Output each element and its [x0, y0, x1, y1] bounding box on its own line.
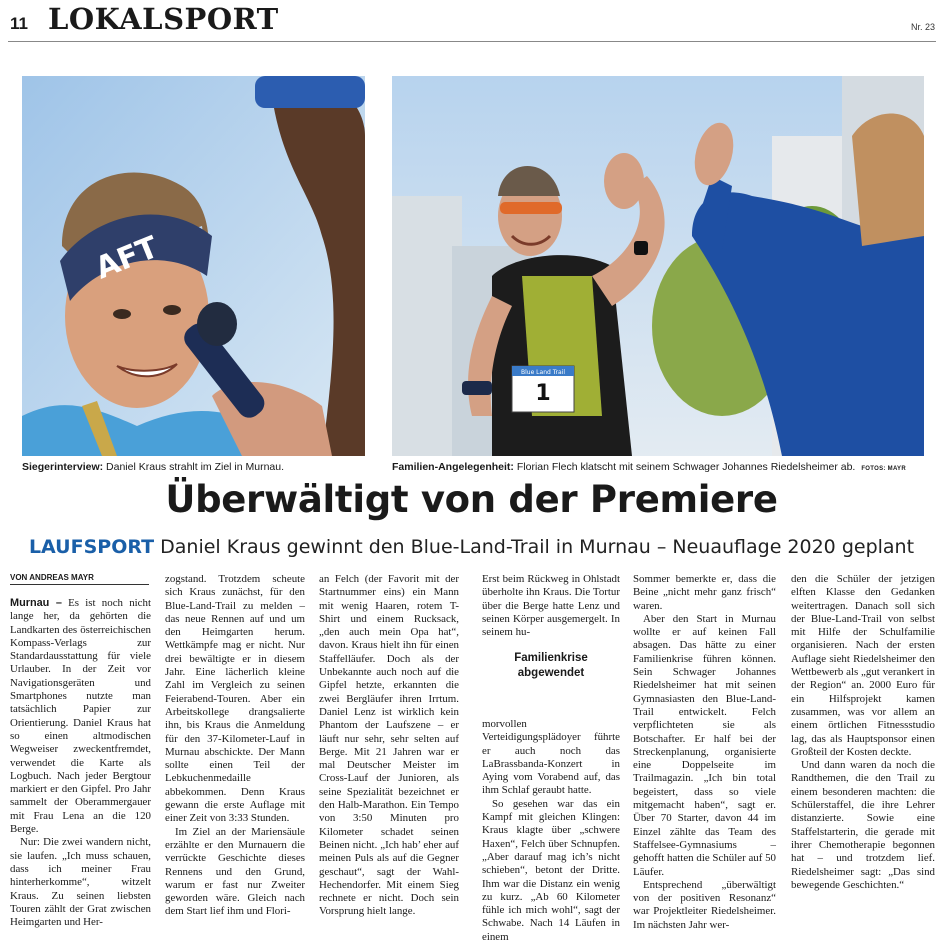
- article-column-2: [165, 573, 305, 919]
- article-paragraph: Nur: Die zwei wandern nicht, sie laufen. „Ich muss schauen, dass ich meiner Frau hinterherkomme“, witzelt Kraus. Zu seinen liebsten Touren zählt der Grat zwischen Heimgarten und Her-: [10, 836, 151, 929]
- masthead: [0, 0, 943, 44]
- photo-high-five: [392, 76, 924, 456]
- article-column-6: [791, 573, 935, 892]
- page-number: 11: [10, 14, 28, 33]
- photo-winner-interview: [22, 76, 365, 456]
- article-paragraph: Aber den Start in Murnau wollte er auf keinen Fall absagen. Das hätte zu einer Familienkrise führen können. Sein Schwager Johannes Riedelsheimer hat mit seinen Gymnasiasten den Blue-Land-Trail entwickelt. Felch verpflichteten sie als Botschafter. Er half bei der Streckenplanung, organisierte eine Doppelseite im Trailmagazin. „Ich bin total begeistert, dass so viele mitgemacht haben“, sagt er. Über 70 Starter, davon 44 im Einzel zählte das Team des Staffelsee-Gymnasiums – gehofft hatten die Schüler auf 50 Läufer.: [633, 612, 776, 878]
- article-column-1: [10, 597, 151, 929]
- subline-text: Daniel Kraus gewinnt den Blue-Land-Trail in Murnau – Neuauflage 2020 geplant: [154, 536, 915, 558]
- headline: Überwältigt von der Premiere: [165, 478, 778, 521]
- article-paragraph: Sommer bemerkte er, dass die Beine „nicht mehr ganz frisch“ waren.: [633, 573, 776, 612]
- section-title: LOKALSPORT: [48, 2, 279, 36]
- caption-right-lead: Familien-Angelegenheit:: [392, 461, 514, 473]
- subline: [0, 536, 943, 558]
- bib-brand: Blue Land Trail: [521, 369, 565, 376]
- article-column-5: [633, 573, 776, 932]
- highfive-photo-illustration: [392, 76, 924, 456]
- paragraph-text: Es ist noch nicht lange her, da gehörten die Landkarten des österreichischen Kompass-Verlags zur Standardausstattung für viele Urlauber. In der Zeit vor Navigationsgeräten und Smartphones nutzte man tatsächlich Papier zur Orientierung. Daniel Kraus hat so einen altmodischen Wegweiser zweckentfremdet, verwendet die Karte als Logbuch. Nach jeder Bergtour markiert er den Gipfel. Pro Jahr sammelt der Oberammergauer mit Frau Lena an die 120 Berge.: [10, 597, 151, 836]
- article-column-4-bottom: [482, 718, 620, 944]
- article-paragraph: Im Ziel an der Mariensäule erzählte er den Murnauern die verrückte Geschichte dieses Rennens und den Grund, warum er fast nur Zweiter geworden wäre. Gleich nach dem Start lief ihm und Flori-: [165, 825, 305, 918]
- caption-right: [392, 461, 906, 475]
- article-column-3: [319, 573, 459, 919]
- headband-text: AFT: [90, 229, 164, 287]
- article-paragraph: Und dann waren da noch die Randthemen, die den Trail zu einem besonderen machten: die Schülerstaffel, die ihre Lehrer distanzierte. Sowie eine Staffelstarterin, die gerade mit ihrer Chemotherapie begonnen hat – und trotzdem lief. Riedelsheimer sagt: „Das sind bewegende Geschichten.“: [791, 759, 935, 891]
- article-paragraph: an Felch (der Favorit mit der Startnummer eins) ein Mann mit wenig Haaren, rotem T-Shirt und einem Rucksack, „den auch mein Opa hat“, davon. Kraus hielt ihn für einen Staffelläufer. Doch als der Unbekannte auch noch auf die Gipfel hetzte, erkannten die zwei Bergläufer ihren Irrtum. Daniel Lenz ist wirklich kein Phantom der Laufszene – er läuft nur sehr, sehr selten auf Berge. Mit 21 Jahren war er mal Deutscher Meister im Cross-Lauf der Junioren, als seine Spezialität bezeichnet er den Halb-Marathon. Ein Tempo von 3:50 Minuten pro Kilometer schadet seinen Beinen nicht. „Ich hab’ eher auf meinen Puls als auf die Gegner geschaut“, sagt der Wahl-Hechendorfer. Mit einem Sieg rechnete er nicht. Doch sein Vorsprung hielt lange.: [319, 573, 459, 918]
- article-paragraph: Entsprechend „überwältigt von der positiven Resonanz“ war Projektleiter Riedelsheimer. Im nächsten Jahr wer-: [633, 878, 776, 931]
- article-paragraph: So gesehen war das ein Kampf mit gleichen Klingen: Kraus klagte über „schwere Haxen“, Felch über Schnupfen. „Aber darauf mag ich’s nicht schieben“, betont der Dritte. Ihm war die Distanz ein wenig zu kurz. „Ab 60 Kilometer fühle ich mich wohl“, sagt der Schwabe. Nach 14 Läufen in einem: [482, 797, 620, 943]
- caption-left-text: Daniel Kraus strahlt im Ziel in Murnau.: [103, 461, 285, 473]
- article-paragraph: zogstand. Trotzdem scheute sich Kraus zunächst, für den Blue-Land-Trail zu melden – das neue Rennen auf und um den Heimgarten herum. Wettkämpfe mag er nicht. Nur drei bewältigte er in diesem Jahr. Eine lächerlich kleine Zahl im Vergleich zu seinen Feierabend-Touren. Aber ein Arbeitskollege drangsalierte ihn, bis Kraus die Anmeldung für den 37-Kilometer-Lauf in Murnau abschickte. Der Mann sollte einen Teil der Lebkuchenmedaille abbekommen. Denn Kraus gewann die erste Auflage mit einer Zeit von 3:33 Stunden.: [165, 573, 305, 825]
- article-paragraph: [10, 597, 151, 836]
- article-column-4-top: [482, 573, 620, 639]
- subline-kicker: LAUFSPORT: [28, 536, 155, 558]
- masthead-rule: [8, 41, 936, 42]
- article-paragraph: Erst beim Rückweg in Ohlstadt überholte ihn Kraus. Die Tortur über die Berge hatte Lenz und seinen Körper ausgemergelt. In seinem hu-: [482, 573, 620, 639]
- caption-right-text: Florian Flech klatscht mit seinem Schwager Johannes Riedelsheimer ab.: [513, 461, 856, 473]
- article-paragraph: morvollen Verteidigungsplädoyer führte er auch noch das LaBrassbanda-Konzert in Aying vom Vorabend auf, das ihm Schlaf geraubt hatte.: [482, 718, 620, 797]
- issue-number: Nr. 23: [910, 22, 935, 32]
- winner-photo-illustration: [22, 76, 365, 456]
- caption-left-lead: Siegerinterview:: [22, 461, 104, 473]
- bib-number: 1: [535, 381, 551, 406]
- dateline: Murnau –: [10, 597, 62, 609]
- subhead: Familienkrise abgewendet: [514, 652, 588, 679]
- article-paragraph: den die Schüler der jetzigen elften Klasse den Gedanken weitertragen. Danach soll sich der Blue-Land-Trail von selbst mit Hilfe der Schulfamilie organisieren. Nach der ersten Auflage sieht Riedelsheimer den Wettbewerb als „gut verankert in der Region“ an. 2000 Euro für ein Hilfsprojekt kamen zusammen, was vor allem an einem örtlichen Fitnessstudio lag, das als Hauptsponsor einen Großteil der Kosten deckte.: [791, 573, 935, 758]
- byline: VON ANDREAS MAYR: [10, 573, 149, 585]
- caption-left: [22, 461, 284, 473]
- photo-credit: FOTOS: MAYR: [861, 466, 906, 472]
